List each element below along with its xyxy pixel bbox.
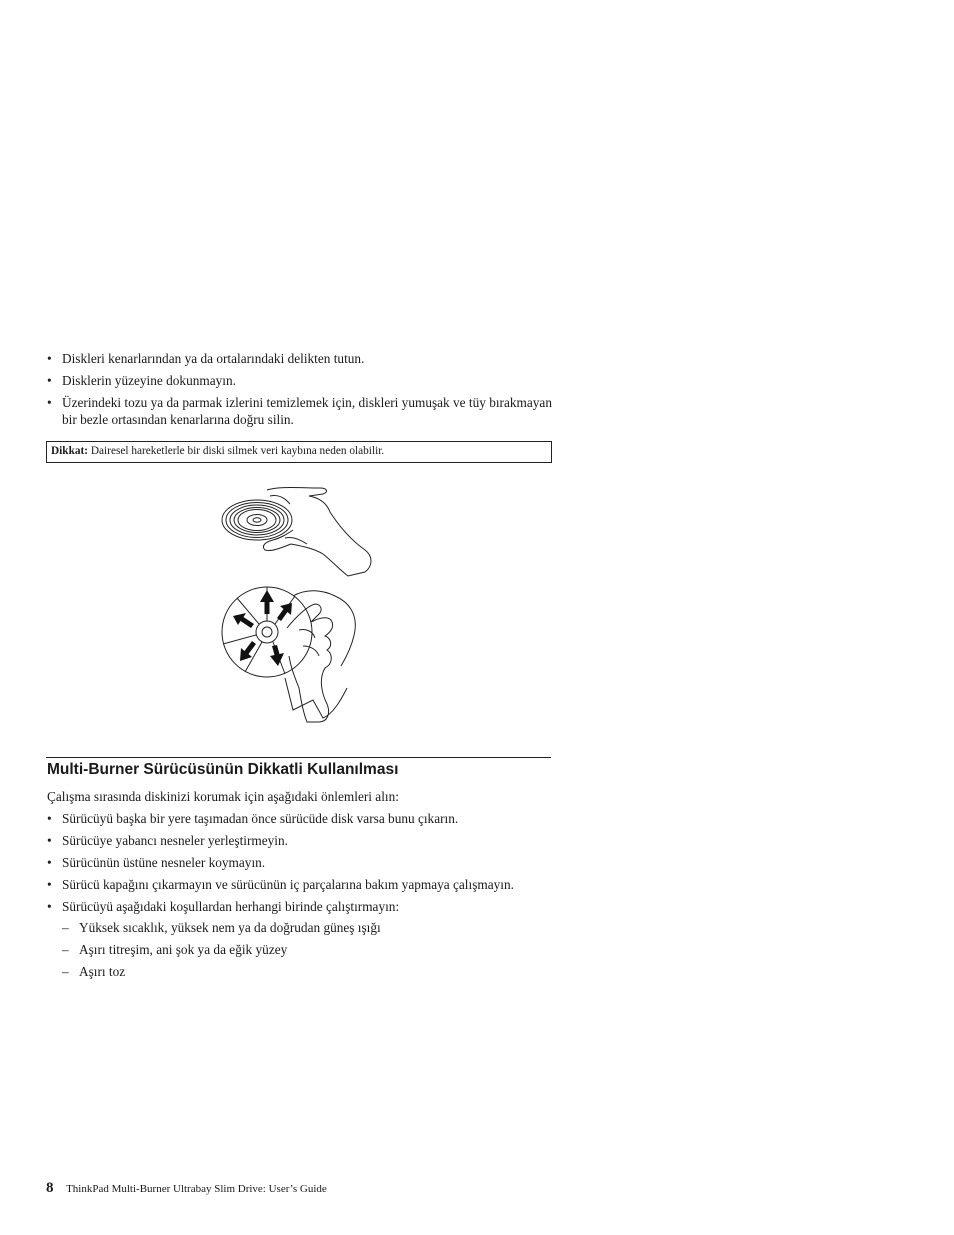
dash: – — [62, 964, 69, 979]
disc-handling-list — [47, 351, 567, 434]
operating-conditions-sublist — [62, 920, 381, 986]
bullet: • — [47, 899, 52, 914]
arrow-down-left-icon — [240, 641, 256, 661]
bullet: • — [47, 395, 52, 410]
list-item-text: Sürücüyü başka bir yere taşımadan önce sürücüde disk varsa bunu çıkarın. — [62, 811, 459, 826]
list-item-text: Sürücünün üstüne nesneler koymayın. — [62, 855, 266, 870]
bullet: • — [47, 833, 52, 848]
arrow-up-icon — [260, 590, 274, 614]
page-footer — [46, 1178, 327, 1199]
bullet: • — [47, 351, 52, 366]
document-title: ThinkPad Multi-Burner Ultrabay Slim Drive: User’s Guide — [66, 1183, 327, 1195]
attention-notice — [46, 441, 552, 463]
list-item-text: Disklerin yüzeyine dokunmayın. — [62, 373, 236, 388]
notice-label: Dikkat: — [51, 445, 89, 457]
list-item — [47, 899, 567, 916]
sublist-item — [62, 920, 381, 937]
list-item — [47, 855, 567, 872]
bullet: • — [47, 877, 52, 892]
section-heading: Multi-Burner Sürücüsünün Dikkatli Kullanılması — [47, 761, 399, 778]
list-item — [47, 877, 567, 894]
list-item — [47, 351, 567, 368]
list-item-text: Üzerindeki tozu ya da parmak izlerini temizlemek için, diskleri yumuşak ve tüy bırakmayan bir bezle ortasından kenarlarına doğru silin. — [62, 395, 552, 427]
dash: – — [62, 942, 69, 957]
arrow-up-right-icon — [277, 603, 292, 621]
section-intro: Çalışma sırasında diskinizi korumak için aşağıdaki önlemleri alın: — [47, 789, 399, 804]
arrow-up-left-icon — [233, 613, 254, 628]
disc-handling-illustration — [215, 478, 385, 728]
sublist-item-text: Aşırı toz — [79, 964, 126, 979]
wipe-direction-arrows — [233, 590, 292, 666]
section-divider — [46, 757, 551, 758]
bullet: • — [47, 811, 52, 826]
sublist-item-text: Aşırı titreşim, ani şok ya da eğik yüzey — [79, 942, 288, 957]
disc-held-by-edge-drawing — [222, 488, 371, 577]
dash: – — [62, 920, 69, 935]
bullet: • — [47, 855, 52, 870]
list-item — [47, 811, 567, 828]
list-item — [47, 833, 567, 850]
list-item-text: Sürücüye yabancı nesneler yerleştirmeyin. — [62, 833, 288, 848]
sublist-item — [62, 964, 381, 981]
notice-text: Dairesel hareketlerle bir diski silmek veri kaybına neden olabilir. — [90, 445, 385, 457]
arrow-down-right-icon — [270, 645, 284, 666]
list-item — [47, 373, 567, 390]
bullet: • — [47, 373, 52, 388]
list-item — [47, 395, 567, 428]
list-item-text: Diskleri kenarlarından ya da ortalarındaki delikten tutun. — [62, 351, 365, 366]
list-item-text: Sürücüyü aşağıdaki koşullardan herhangi birinde çalıştırmayın: — [62, 899, 400, 914]
sublist-item — [62, 942, 381, 959]
list-item-text: Sürücü kapağını çıkarmayın ve sürücünün iç parçalarına bakım yapmaya çalışmayın. — [62, 877, 514, 892]
drive-precautions-list — [47, 811, 567, 921]
sublist-item-text: Yüksek sıcaklık, yüksek nem ya da doğrudan güneş ışığı — [79, 920, 381, 935]
page-number: 8 — [46, 1180, 54, 1196]
